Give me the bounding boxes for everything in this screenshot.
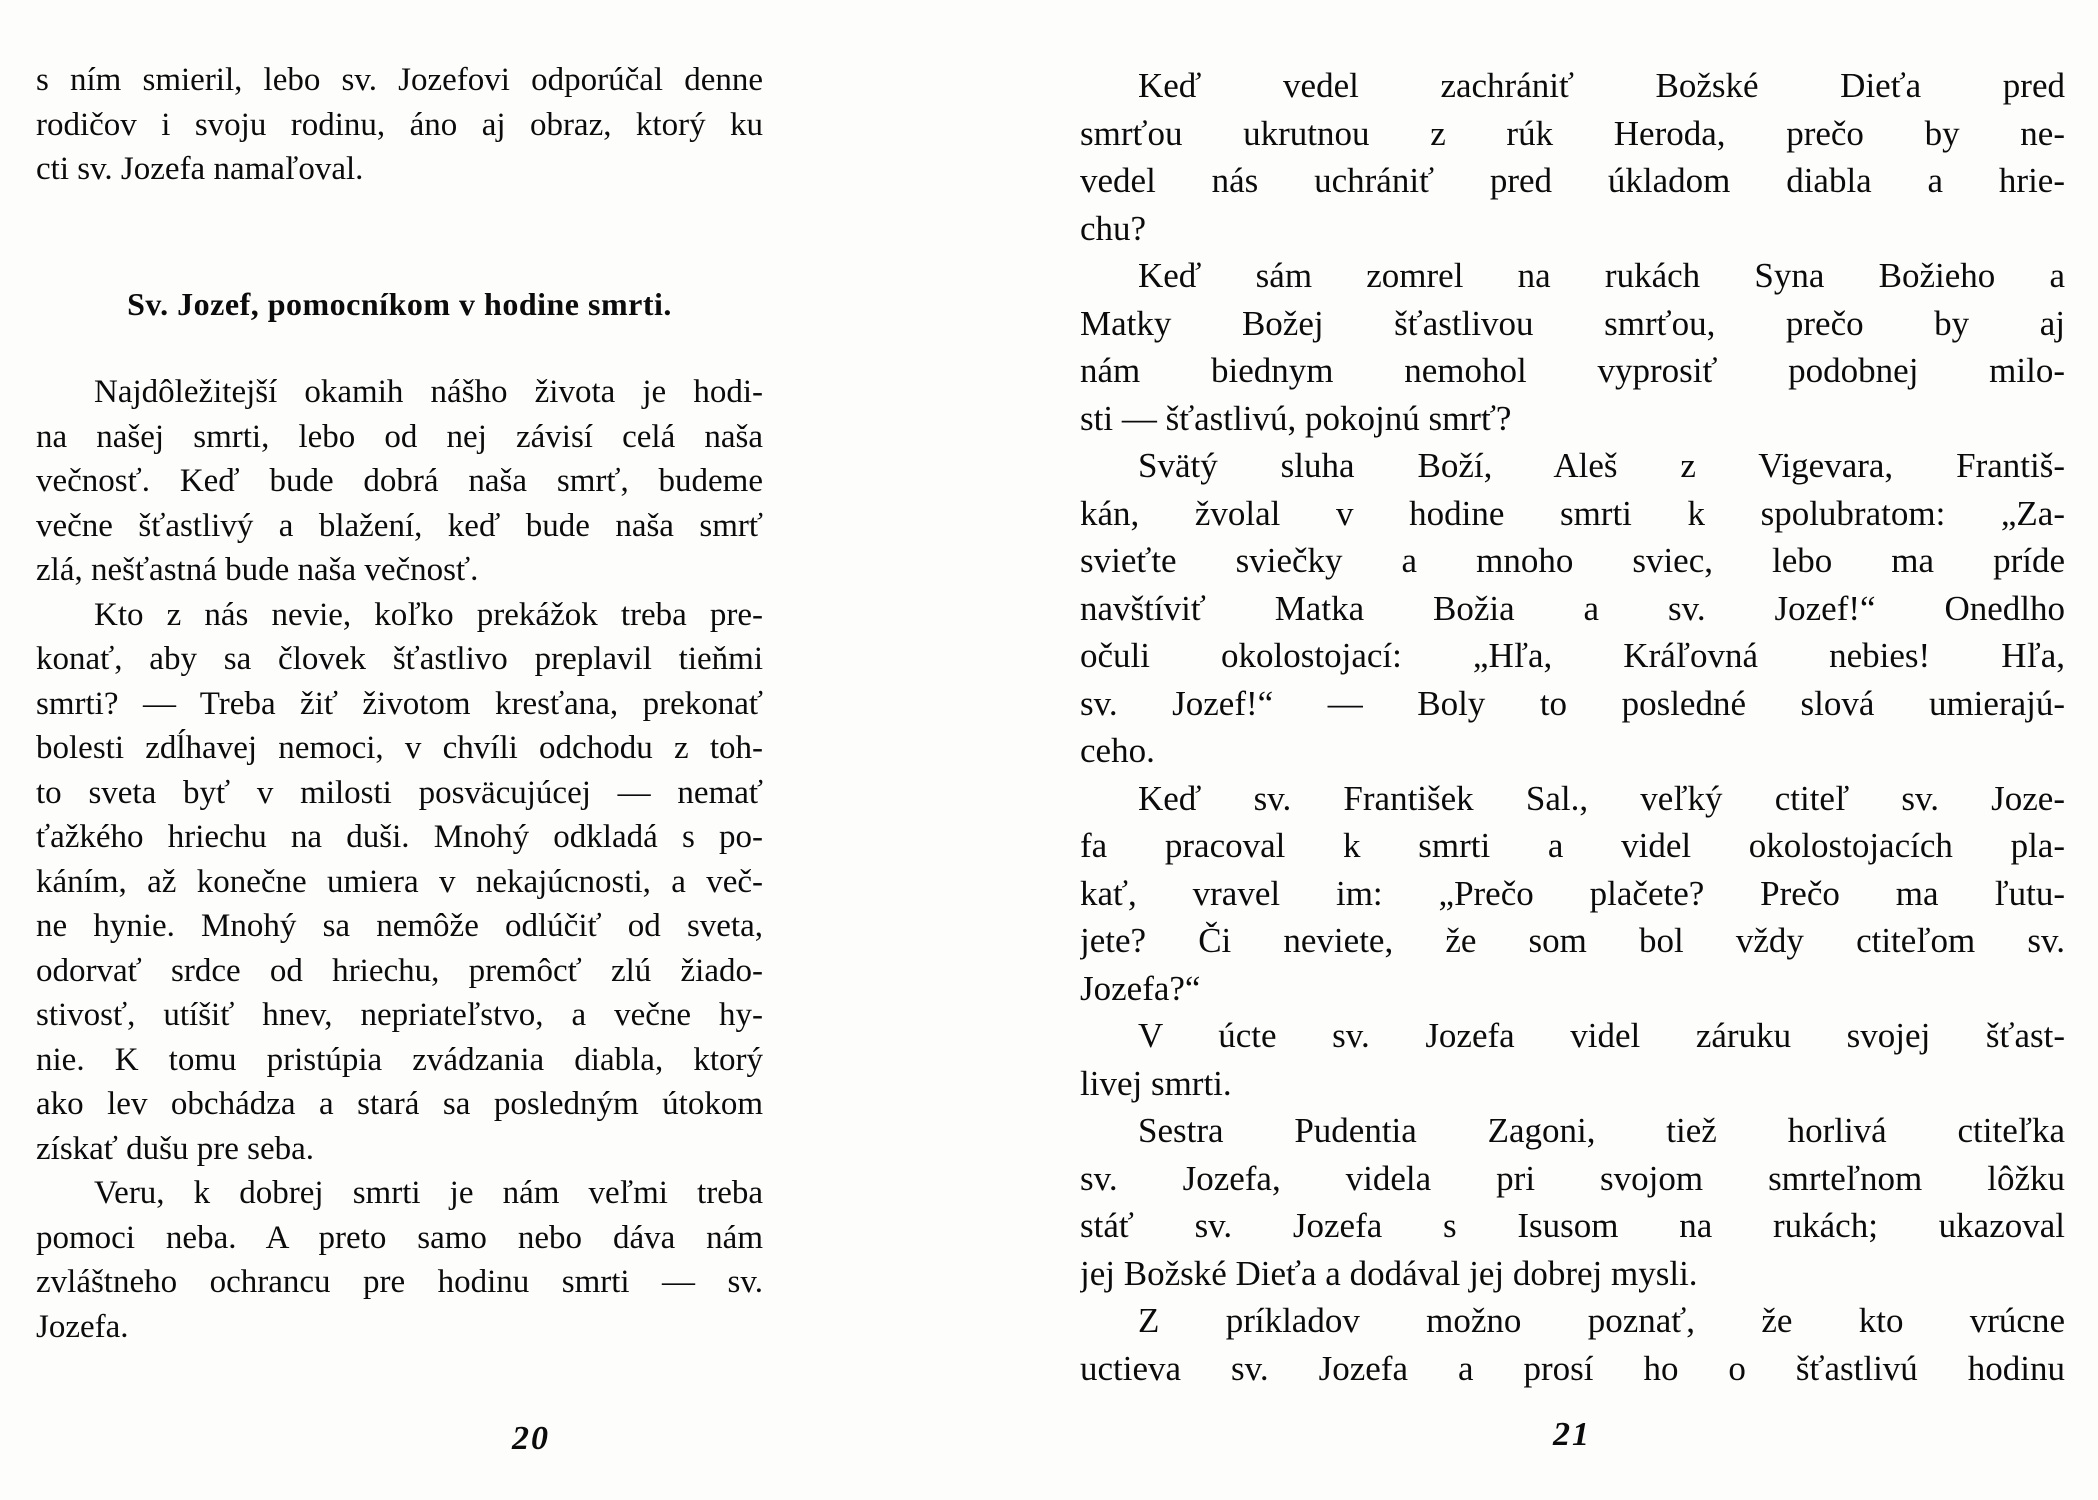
text-line: navštíviť Matka Božia a sv. Jozef!“ Onedlho — [1080, 588, 2065, 628]
text-line: káním, až konečne umiera v nekajúcnosti, a več- — [36, 863, 763, 900]
text-line: ťažkého hriechu na duši. Mnohý odkladá s po- — [36, 819, 763, 855]
text-line: stáť sv. Jozefa s Isusom na rukách; ukazoval — [1080, 1206, 2065, 1245]
text-line: stivosť, utíšiť hnev, nepriateľstvo, a večne hy- — [36, 997, 763, 1033]
text-line: bolesti zdĺhavej nemoci, v chvíli odchodu z toh- — [36, 730, 763, 766]
text-line: Keď vedel zachrániť Božské Dieťa pred — [1138, 66, 2065, 105]
right-text-column — [1080, 62, 2065, 1392]
text-line: kať, vravel im: „Prečo plačete? Prečo ma ľutu- — [1080, 873, 2065, 913]
text-line: chu? — [1080, 208, 1147, 248]
text-line: fa pracoval k smrti a videl okolostojacích pla- — [1080, 826, 2065, 865]
text-line: V úcte sv. Jozefa videl záruku svojej šťast- — [1138, 1016, 2065, 1055]
text-line: nie. K tomu pristúpia zvádzania diabla, ktorý — [36, 1041, 763, 1078]
text-line: s ním smieril, lebo sv. Jozefovi odporúčal denne — [36, 62, 763, 98]
text-line: jete? Či neviete, že som bol vždy ctiteľom sv. — [1080, 921, 2065, 960]
text-line: cti sv. Jozefa namaľoval. — [36, 151, 364, 187]
text-line: smrťou ukrutnou z rúk Heroda, prečo by ne- — [1080, 113, 2065, 153]
text-line: Sestra Pudentia Zagoni, tiež horlivá ctiteľka — [1138, 1111, 2065, 1150]
text-line: Kto z nás nevie, koľko prekážok treba pre- — [94, 596, 763, 633]
text-line: rodičov i svoju rodinu, áno aj obraz, ktorý ku — [36, 106, 763, 143]
text-line: jej Božské Dieťa a dodával jej dobrej mysli. — [1080, 1253, 1698, 1293]
text-line: zlá, nešťastná bude naša večnosť. — [36, 552, 479, 588]
section-heading: Sv. Jozef, pomocníkom v hodine smrti. — [127, 285, 672, 322]
text-line: ako lev obchádza a stará sa posledným útokom — [36, 1086, 763, 1122]
text-line: zvláštneho ochrancu pre hodinu smrti — sv. — [36, 1264, 763, 1300]
text-line: Jozefa. — [36, 1308, 129, 1345]
text-line: večnosť. Keď bude dobrá naša smrť, budeme — [36, 463, 763, 499]
text-line: kán, žvolal v hodine smrti k spolubratom: „Za- — [1080, 493, 2065, 533]
text-line: sv. Jozef!“ — Boly to posledné slová umierajú- — [1080, 683, 2065, 723]
text-line: večne šťastlivý a blažení, keď bude naša smrť — [36, 507, 763, 544]
text-line: uctieva sv. Jozefa a prosí ho o šťastlivú hodinu — [1080, 1348, 2065, 1388]
text-line: Keď sám zomrel na rukách Syna Božieho a — [1138, 256, 2065, 295]
text-line: očuli okolostojací: „Hľa, Kráľovná nebies! Hľa, — [1080, 636, 2065, 675]
text-line: svieťte sviečky a mnoho sviec, lebo ma príde — [1080, 541, 2065, 580]
text-line: sti — šťastlivú, pokojnú smrť? — [1080, 398, 1512, 438]
text-line: Z príkladov možno poznať, že kto vrúcne — [1138, 1301, 2065, 1340]
text-line: Matky Božej šťastlivou smrťou, prečo by aj — [1080, 303, 2065, 343]
text-line: nám biednym nemohol vyprosiť podobnej milo- — [1080, 351, 2065, 390]
text-line: na našej smrti, lebo od nej závisí celá naša — [36, 418, 763, 455]
page-number: 21 — [1553, 1416, 1591, 1453]
text-line: Svätý sluha Boží, Aleš z Vigevara, Františ- — [1138, 446, 2065, 485]
text-line: ceho. — [1080, 731, 1155, 770]
text-line: konať, aby sa človek šťastlivo preplavil tieňmi — [36, 641, 763, 677]
text-line: smrti? — Treba žiť životom kresťana, prekonať — [36, 685, 763, 722]
text-line: Najdôležitejší okamih nášho života je hodi- — [94, 374, 763, 410]
text-line: sv. Jozefa, videla pri svojom smrteľnom lôžku — [1080, 1158, 2065, 1198]
text-line: to sveta byť v milosti posväcujúcej — nemať — [36, 774, 763, 811]
text-line: odorvať srdce od hriechu, premôcť zlú žiado- — [36, 952, 763, 989]
text-line: pomoci neba. A preto samo nebo dáva nám — [36, 1219, 763, 1256]
page-number: 20 — [512, 1420, 550, 1457]
text-line: Keď sv. František Sal., veľký ctiteľ sv. Joze- — [1138, 778, 2065, 818]
text-line: vedel nás uchrániť pred úkladom diabla a hrie- — [1080, 161, 2065, 200]
text-line: získať dušu pre seba. — [36, 1130, 315, 1167]
text-line: livej smrti. — [1080, 1063, 1232, 1103]
text-line: ne hynie. Mnohý sa nemôže odlúčiť od sveta, — [36, 908, 763, 944]
text-line: Veru, k dobrej smrti je nám veľmi treba — [94, 1175, 763, 1211]
left-text-column — [36, 58, 763, 1349]
text-line: Jozefa?“ — [1080, 968, 1201, 1008]
